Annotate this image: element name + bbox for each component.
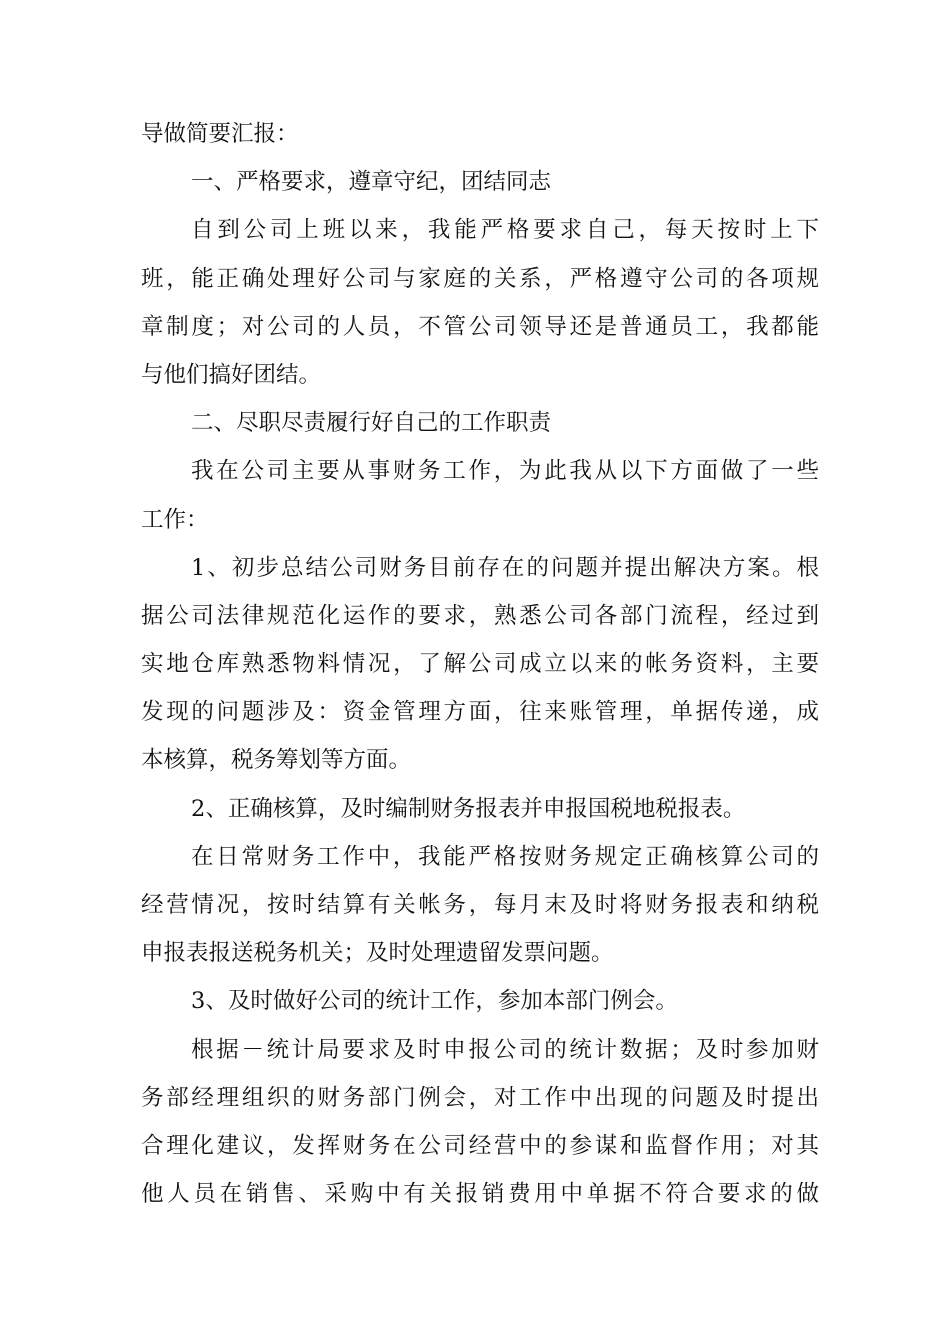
text-line: 务部经理组织的财务部门例会，对工作中出现的问题及时提出: [141, 1084, 819, 1111]
text-line: 与他们搞好团结。: [141, 361, 322, 388]
text-line: 发现的问题涉及：资金管理方面，往来账管理，单据传递，成: [141, 699, 819, 726]
text-line: 实地仓库熟悉物料情况，了解公司成立以来的帐务资料，主要: [141, 651, 819, 678]
text-line: 3、及时做好公司的统计工作，参加本部门例会。: [191, 988, 678, 1015]
document-body: [141, 110, 819, 1218]
text-line: 据公司法律规范化运作的要求，熟悉公司各部门流程，经过到: [141, 602, 819, 629]
text-line: 章制度；对公司的人员，不管公司领导还是普通员工，我都能: [141, 313, 819, 340]
text-line: 1、初步总结公司财务目前存在的问题并提出解决方案。根: [191, 554, 819, 581]
text-line: 本核算，税务筹划等方面。: [141, 747, 412, 774]
text-line: 二、尽职尽责履行好自己的工作职责: [191, 410, 552, 437]
text-line: 根据－统计局要求及时申报公司的统计数据；及时参加财: [191, 1036, 819, 1063]
text-line: 导做简要汇报：: [141, 121, 299, 147]
text-line: 2、正确核算，及时编制财务报表并申报国税地税报表。: [191, 795, 746, 822]
text-line: 在日常财务工作中，我能严格按财务规定正确核算公司的: [191, 843, 819, 870]
text-line: 申报表报送税务机关；及时处理遗留发票问题。: [141, 940, 614, 967]
text-line: 我在公司主要从事财务工作，为此我从以下方面做了一些: [191, 458, 819, 485]
text-line: 经营情况，按时结算有关帐务，每月末及时将财务报表和纳税: [141, 892, 819, 918]
text-line: 自到公司上班以来，我能严格要求自己，每天按时上下: [191, 217, 819, 244]
text-line: 工作：: [141, 506, 209, 533]
text-line: 合理化建议，发挥财务在公司经营中的参谋和监督作用；对其: [141, 1132, 819, 1159]
text-line: 班，能正确处理好公司与家庭的关系，严格遵守公司的各项规: [141, 265, 819, 292]
text-line: 一、严格要求，遵章守纪，团结同志: [191, 169, 552, 196]
text-line: 他人员在销售、采购中有关报销费用中单据不符合要求的做: [141, 1181, 819, 1208]
